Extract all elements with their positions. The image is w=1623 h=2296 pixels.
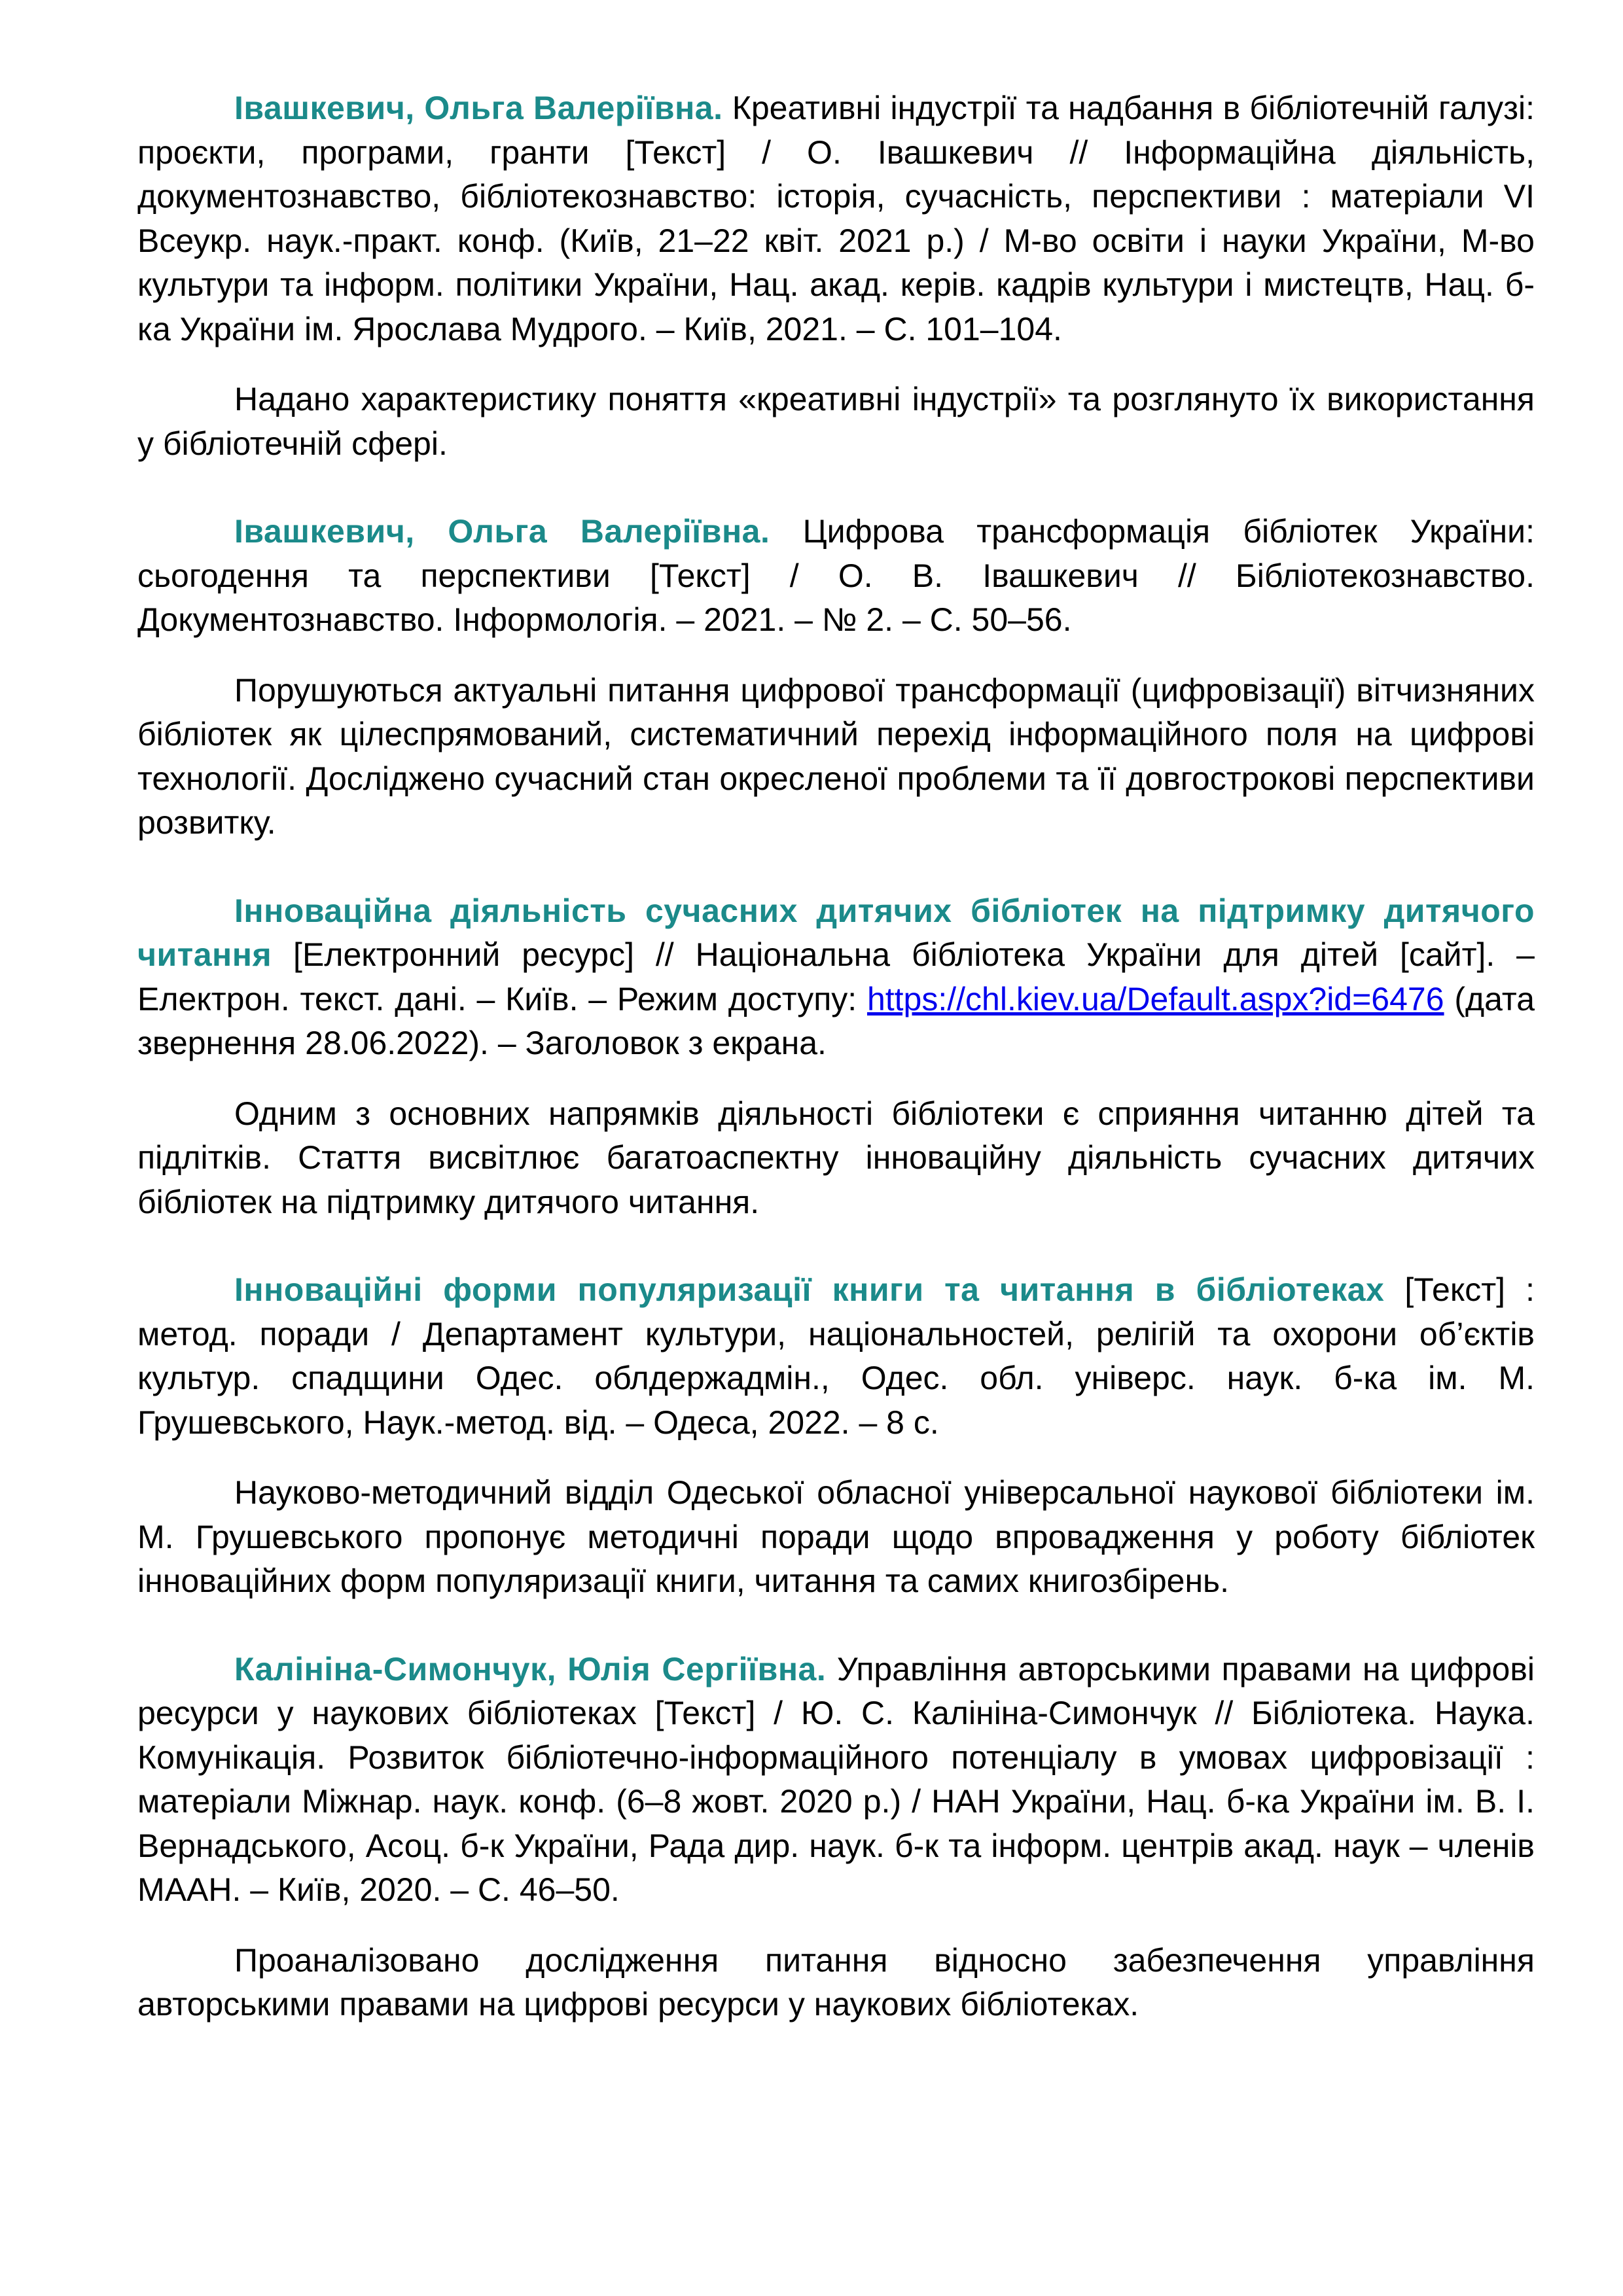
entry-heading: Івашкевич, Ольга Валеріївна. [234, 90, 723, 126]
citation-text: Цифрова трансформація бібліотек України: сьогодення та перспективи [Текст] / О. В. Івашкевич // Бібліотекознавство. Документознавство. Інформологія. – 2021. – № 2. – С. 50–56. [137, 513, 1535, 638]
document-page [137, 86, 1535, 2071]
annotation: Науково-методичний відділ Одеської обласної універсальної наукової бібліотеки ім. М. Грушевського пропонує методичні поради щодо впровадження у роботу бібліотек інноваційних форм популяризації книги, читання та самих книгозбірень. [137, 1474, 1535, 1599]
entry-heading: Інноваційна діяльність сучасних дитячих бібліотек на підтримку дитячого читання [137, 892, 1535, 973]
citation [137, 1648, 1535, 1913]
bibliography-entry [137, 86, 1535, 466]
resource-link[interactable]: https://chl.kiev.ua/Default.aspx?id=6476 [866, 980, 1444, 1017]
annotation: Надано характеристику поняття «креативні індустрії» та розглянуто їх використання у бібліотечній сфері. [137, 381, 1535, 462]
bibliography-entry [137, 889, 1535, 1225]
citation [137, 1268, 1535, 1445]
citation-text: Управління авторськими правами на цифрові ресурси у наукових бібліотеках [Текст] / Ю. С. Калініна-Симончук // Бібліотека. Наука. Комунікація. Розвиток бібліотечно-інформаційного потенціалу в умовах цифровізації : матеріали Міжнар. наук. конф. (6–8 жовт. 2020 р.) / НАН України, Нац. б-ка України ім. В. І. Вернадського, Асоц. б-к України, Рада дир. наук. б-к та інформ. центрів акад. наук – членів МААН. – Київ, 2020. – С. 46–50. [137, 1650, 1535, 1908]
citation-text-after-link: (дата звернення 28.06.2022). – Заголовок з екрана. [137, 980, 1535, 1061]
citation [137, 889, 1535, 1066]
citation [137, 510, 1535, 643]
citation-text: [Текст] : метод. поради / Департамент культури, національностей, релігій та охорони об’єктів культур. спадщини Одес. облдержадмін., Одес. обл. універс. наук. б-ка ім. М. Грушевського, Наук.-метод. від. – Одеса, 2022. – 8 с. [137, 1271, 1535, 1441]
entry-heading: Івашкевич, Ольга Валеріївна. [234, 513, 770, 550]
bibliography-entry [137, 510, 1535, 845]
annotation: Порушуються актуальні питання цифрової трансформації (цифровізації) вітчизняних бібліотек як цілеспрямований, систематичний перехід інформаційного поля на цифрові технології. Досліджено сучасний стан окресленої проблеми та її довгострокові перспективи розвитку. [137, 671, 1535, 841]
citation [137, 86, 1535, 351]
bibliography-entry [137, 1268, 1535, 1604]
citation-text: Креативні індустрії та надбання в бібліотечній галузі: проєкти, програми, гранти [Текст] / О. Івашкевич // Інформаційна діяльність, документознавство, бібліотекознавство: історія, сучасність, перспективи : матеріали VI Всеукр. наук.-практ. конф. (Київ, 21–22 квіт. 2021 р.) / М-во освіти і науки України, М-во культури та інформ. політики України, Нац. акад. керів. кадрів культури і мистецтв, Нац. б-ка України ім. Ярослава Мудрого. – Київ, 2021. – С. 101–104. [137, 90, 1535, 347]
annotation: Проаналізовано дослідження питання відносно забезпечення управління авторськими правами на цифрові ресурси у наукових бібліотеках. [137, 1941, 1535, 2022]
citation-text: [Електронний ресурс] // Національна бібліотека України для дітей [сайт]. – Електрон. текст. дані. – Київ. – Режим доступу: [137, 936, 1535, 1017]
entry-heading: Інноваційні форми популяризації книги та читання в бібліотеках [234, 1271, 1385, 1308]
bibliography-entry [137, 1648, 1535, 2027]
entry-heading: Калініна-Симончук, Юлія Сергіївна. [234, 1650, 827, 1687]
annotation: Одним з основних напрямків діяльності бібліотеки є сприяння читанню дітей та підлітків. Стаття висвітлює багатоаспектну інноваційну діяльність сучасних дитячих бібліотек на підтримку дитячого читання. [137, 1095, 1535, 1220]
